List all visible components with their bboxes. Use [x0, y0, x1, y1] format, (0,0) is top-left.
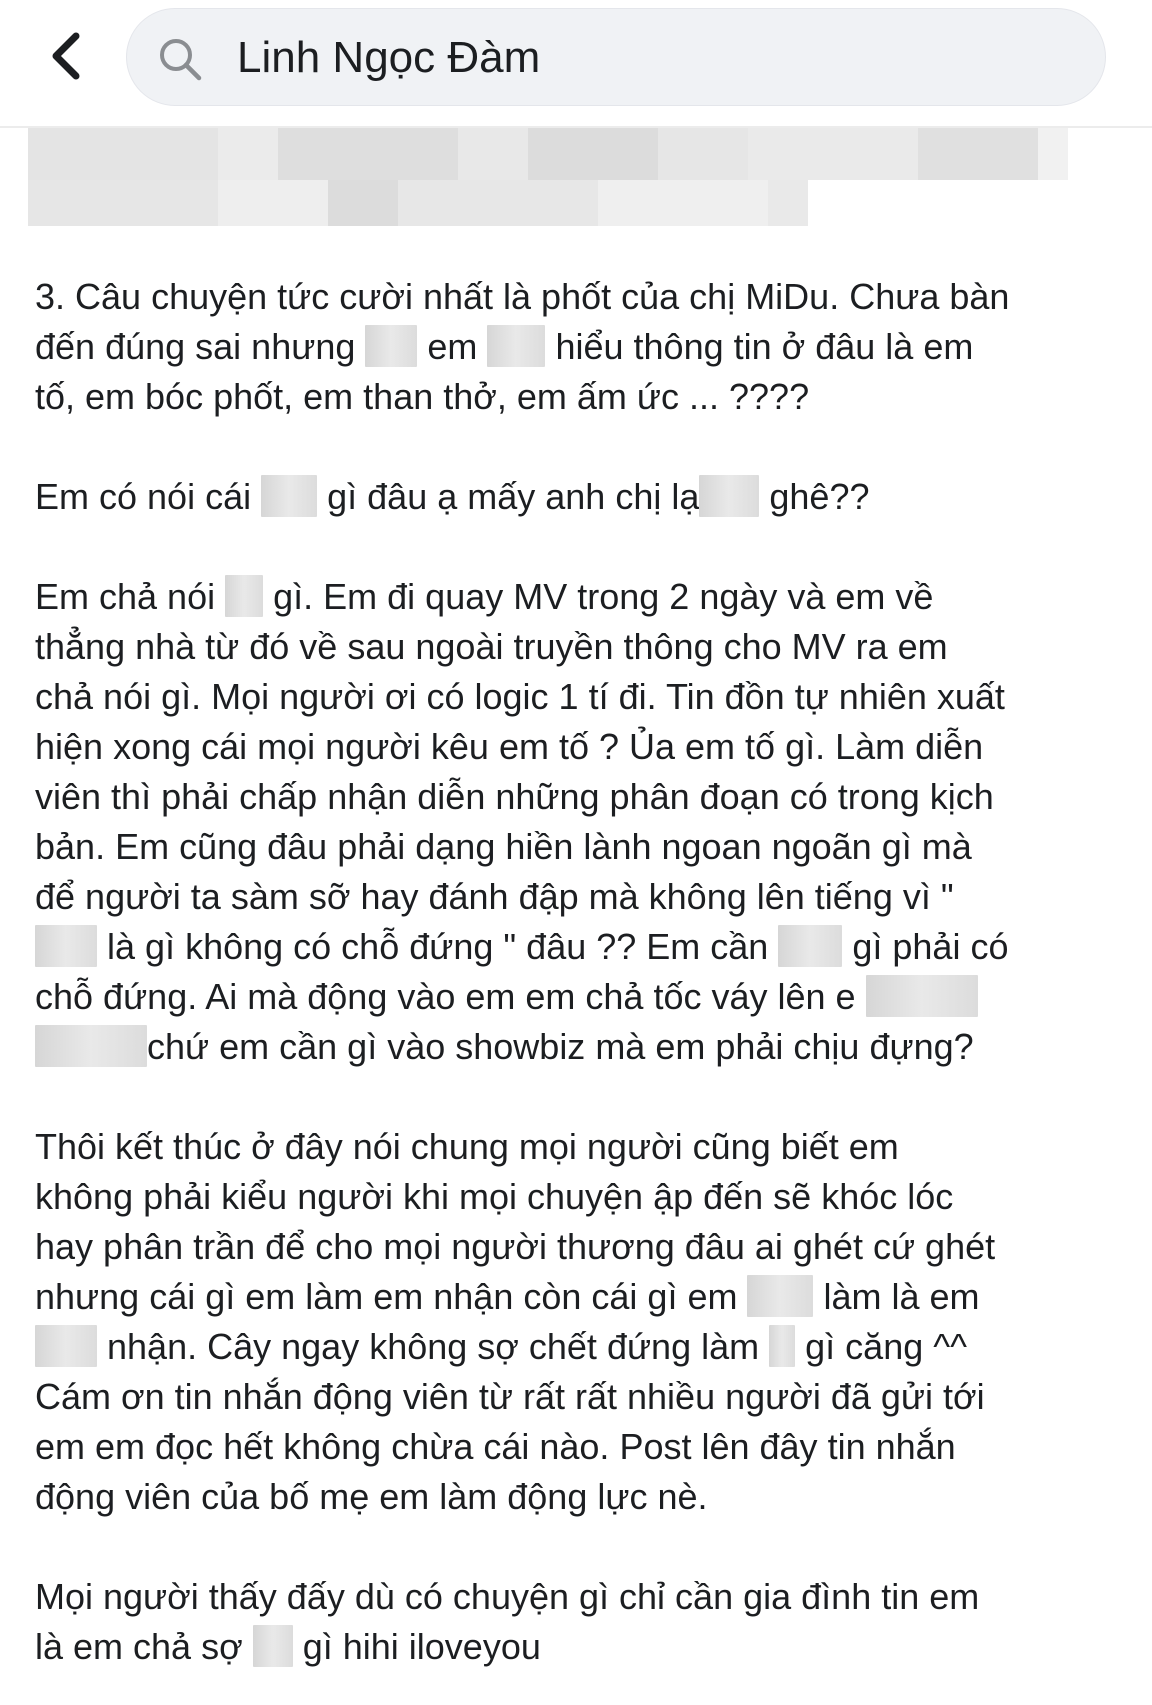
paragraph-1	[35, 272, 1125, 422]
redaction-block	[261, 475, 317, 517]
redaction-block	[365, 325, 417, 367]
text-line: hay phân trần để cho mọi người thương đâu ai ghét cứ ghét	[35, 1226, 996, 1267]
search-icon	[157, 36, 203, 82]
redaction-block	[35, 1325, 97, 1367]
text-line: em	[427, 326, 478, 367]
post-content	[35, 272, 1125, 1672]
text-line: thẳng nhà từ đó về sau ngoài truyền thông cho MV ra em	[35, 626, 948, 667]
text-line: nhận. Cây ngay không sợ chết đứng làm	[107, 1326, 760, 1367]
text-line: chỗ đứng. Ai mà động vào em em chả tốc váy lên e	[35, 976, 856, 1017]
text-line: động viên của bố mẹ em làm động lực nè.	[35, 1476, 708, 1517]
text-line: gì hihi iloveyou	[302, 1626, 541, 1667]
text-line: em em đọc hết không chừa cái nào. Post lên đây tin nhắn	[35, 1426, 956, 1467]
text-line: không phải kiểu người khi mọi chuyện ập đến sẽ khóc lóc	[35, 1176, 954, 1217]
chevron-left-icon	[46, 30, 86, 82]
paragraph-2	[35, 472, 1125, 522]
redaction-block	[35, 925, 97, 967]
text-line: tố, em bóc phốt, em than thở, em ấm ức ... ????	[35, 376, 810, 417]
text-line: chứ em cần gì vào showbiz mà em phải chịu đựng?	[147, 1026, 974, 1067]
text-line: nhưng cái gì em làm em nhận còn cái gì em	[35, 1276, 738, 1317]
text-line: gì đâu ạ mấy anh chị lạ	[327, 476, 700, 517]
text-line: ghê??	[769, 476, 870, 517]
redaction-block	[778, 925, 842, 967]
redaction-block	[866, 975, 978, 1017]
text-line: để người ta sàm sỡ hay đánh đập mà không lên tiếng vì "	[35, 876, 954, 917]
search-query-text: Linh Ngọc Đàm	[237, 33, 541, 82]
text-line: Em có nói cái	[35, 476, 252, 517]
redaction-block	[253, 1625, 293, 1667]
blurred-content	[28, 128, 1068, 226]
text-line: Em chả nói	[35, 576, 216, 617]
paragraph-5	[35, 1572, 1125, 1672]
text-line: gì. Em đi quay MV trong 2 ngày và em về	[273, 576, 934, 617]
search-bar[interactable]	[126, 8, 1106, 106]
text-line: Thôi kết thúc ở đây nói chung mọi người cũng biết em	[35, 1126, 899, 1167]
redaction-block	[769, 1325, 795, 1367]
text-line: bản. Em cũng đâu phải dạng hiền lành ngoan ngoãn gì mà	[35, 826, 972, 867]
paragraph-3	[35, 572, 1125, 1072]
text-line: đến đúng sai nhưng	[35, 326, 356, 367]
redaction-block	[225, 575, 263, 617]
text-line: hiện xong cái mọi người kêu em tố ? Ủa em tố gì. Làm diễn	[35, 726, 984, 767]
redaction-block	[699, 475, 759, 517]
text-line: Mọi người thấy đấy dù có chuyện gì chỉ cần gia đình tin em	[35, 1576, 980, 1617]
text-line: là em chả sợ	[35, 1626, 243, 1667]
text-line: gì phải có	[852, 926, 1009, 967]
search-header	[0, 0, 1152, 120]
text-line: gì căng ^^	[805, 1326, 968, 1367]
redaction-block	[35, 1025, 147, 1067]
text-line: là gì không có chỗ đứng " đâu ?? Em cần	[107, 926, 769, 967]
text-line: 3. Câu chuyện tức cười nhất là phốt của chị MiDu. Chưa bàn	[35, 276, 1010, 317]
redaction-block	[487, 325, 545, 367]
redaction-block	[747, 1275, 813, 1317]
text-line: Cám ơn tin nhắn động viên từ rất rất nhiều người đã gửi tới	[35, 1376, 985, 1417]
paragraph-4	[35, 1122, 1125, 1522]
text-line: viên thì phải chấp nhận diễn những phân đoạn có trong kịch	[35, 776, 994, 817]
text-line: làm là em	[823, 1276, 980, 1317]
text-line: chả nói gì. Mọi người ơi có logic 1 tí đi. Tin đồn tự nhiên xuất	[35, 676, 1005, 717]
back-button[interactable]	[30, 20, 102, 92]
text-line: hiểu thông tin ở đâu là em	[555, 326, 974, 367]
